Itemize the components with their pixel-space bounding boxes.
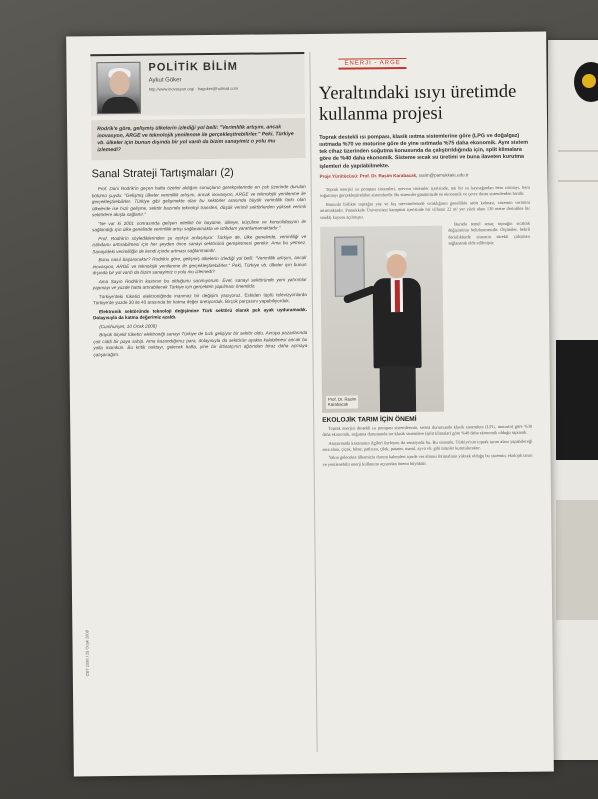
- column-name: POLİTİK BİLİM: [148, 60, 238, 74]
- feature-article: [318, 50, 532, 470]
- control-panel: [334, 236, 365, 296]
- dark-block: [556, 340, 598, 460]
- paragraph: Yakın gelecekte ülkemizin durum kalemleri içinde ver alması ihtimalinin yüksek olduğu bu sistemin, ekolojik tarım ve yenilenebilir enerji kullanımı açısından önemi büyüktür.: [322, 453, 533, 467]
- column-header: [90, 52, 305, 116]
- article-body-continued: [322, 424, 532, 468]
- newspaper-page: [66, 32, 554, 777]
- article-title: Sanal Strateji Tartışmaları (2): [91, 166, 234, 181]
- paragraph: Burada temel amaç toprağın sıcaklık değişiminin belirlenmesidir. Ölçümler, belirli derinliklerde sistemin sürekli çalışması sağlanarak elde edilmiştir.: [448, 220, 531, 246]
- quote-paragraph: Elektronik sektöründe teknoloji değişimine Türk sektörü olarak pek ayak uyduramadık. Dolayısıyla da katma değerimiz azaldı.: [93, 306, 308, 321]
- citation: (Cumhuriyet, 10 Ocak 2008): [99, 323, 157, 330]
- paragraph: Bununla birlikte toprağın yaz ve kış mevsimlerinde sıcaklığının genellikle sabit kalması, sistemin verimini artırmaktadır. Pamukkale Üniversitesi kampüsü içerisinde bir villanın 22 m² yer yüzü alanı 130 metre derinlikte bir sondaj kuyusu açılmıştır.: [319, 199, 530, 220]
- opinion-column: [90, 52, 307, 361]
- paragraph: "Ne var ki 2001 sonrasında gelişen nitelikli bir büyüme, ülkeye, küçülme ve konsolidasyon ile sağlandığı için ülke genelinde verimlilik artışı sağlanamakta ve istihdam yaratılamamaktadır.": [92, 218, 307, 233]
- photo-caption: [326, 395, 359, 408]
- author-photo: [96, 62, 141, 114]
- byline-role: Proje Yürütücüsü: Prof. Dr. Rasim Karabacak,: [319, 172, 418, 179]
- divider: [558, 150, 598, 152]
- article-body: [319, 184, 531, 408]
- paragraph: Bunu nasıl başaracaktır? Rodrik'e göre, gelişmiş ülkelerin izlediği yol belli: "Verimlilik artışını, ancak inovasyon, ARGE ve teknolojik yenilenme ile gerçekleştirebilirler." Peki, Türkiye vb. ülkeler için bunun dışında bir yol vardı da bizim sanayimiz o yolu mu izlemedi?: [92, 255, 307, 276]
- adjacent-page: [548, 40, 598, 760]
- article-body: [92, 184, 308, 359]
- logo-icon: [574, 62, 598, 102]
- caption-line: Karabacak: [327, 402, 349, 408]
- paragraph: Ama Sayın Rodrik'in kastının bu olduğunu sanmıyorum. Evet, sanayi sektöründe yeni yatırımlar yapmayı ve yüzde hatta artırabilecek Türkiye için gerçekten yapılması önemlidir.: [92, 276, 307, 291]
- column-summary: Rodrik'e göre, gelişmiş ülkelerin izlediği yol belli: "Verimlilik artışını, ancak inovasyon, ARGE ve teknolojik yenilenme ile gerçekleştirebilirler." Peki, Türkiye vb. ülkeler için bunun dışında bir yol vardı da bizim sanayimiz o yolu mu izlemedi?: [91, 118, 305, 160]
- paragraph: Prof. Dani Rodrik'in geçen hafta özetini aldığım sonuçların gerekçelerinde en çok üzerinde durulan bölümü şuydu: "Gelişmiş ülkeler verimlilik artışını, ancak inovasyon, ARGE ve teknolojik yenilenme ile gerçekleştirebilirler. Türkiye gibi gelişmekte olan bu sektörler arasında büyük verimlilik farkı olan ülkelerde ise hızlı gelişme, sektör bazında teknoloji transferi, düşük verimli sektörlerden yüksek verimli sektörlere akışla sağlanır.": [91, 184, 306, 218]
- paragraph: Türkiye'deki tüketici elektroniğinde inanmaz bir değişim yaşıyoruz. Eskiden tüplü televizyonlarda Türkiye'de yüzde 30 ile 40 arasında bir katma değer üretiyorduk. Birçok parçasını yapabiliyorduk.: [92, 291, 307, 306]
- article-photo: [320, 225, 444, 412]
- author-name: Aykut Göker: [148, 77, 182, 84]
- byline: [320, 172, 530, 179]
- column-divider: [309, 52, 317, 752]
- paragraph: Prof. Rodrik'in söylediklerinden şu açıkça anlaşılıyor: Türkiye de, ülke genelinde, verimliliği ve istihdamı arttırabilmesi için her şeyden önce sanayi sektörünü genişletmesi gerekir. Ama bu yetmez. Sanayideki verimliliğin de kendi içinde artması sağlanmalıdır.: [92, 233, 307, 254]
- headline: Yeraltındaki ısıyı üretimde kullanma projesi: [318, 81, 517, 126]
- issue-meta: CBT 1096 / 25 Ocak 2008: [84, 630, 90, 677]
- paragraph: Toprak enerjisi destekli ısı pompası sistemlerinin, serma durumunda klasik sistemlere (LPG, motorin) göre %30 daha ekonomik, soğutma durumunda ise klasik sistemlere (split klimalar) göre %40 daha ekonomik olduğu saptandı.: [322, 423, 533, 438]
- paragraph: Toprak enerjisi ısı pompası sistemleri, mevcut sistemler içerisinde, tek bir ısı kaynağından hem ısıtmayı, hem soğutmayı gerçekleştirebilen sistemlerdir. Bu sistemler günümüzde en ekonomik ve çevre dostu sistemlerden biridir.: [319, 184, 530, 199]
- subheading: EKOLOJİK TARIM İÇİN ÖNEMİ: [322, 415, 417, 424]
- author-contact: http://www.inovasyon.org/ · hagoker@hotmail.com: [148, 85, 238, 92]
- section-tag: ENERJİ - ARGE: [338, 58, 406, 70]
- lead-paragraph: Toprak destekli ısı pompası, klasik ısıtma sistemlerine göre (LPG ve doğalgaz) ısıtmada %70 ve motorine göre de yine ısıtmada %75 daha ekonomik. Aynı sistem tek cihaz üzerinden soğutma konusunda da çalıştırıldığında için, split klimalara göre de %40 daha ekonomik. Sisteme sıcak su üretimi ve buna ilaveten kurutma işlemleri de yapılabilmekte.: [319, 132, 529, 170]
- divider: [558, 180, 598, 182]
- byline-email: rasim@pamukkale.edu.tr: [418, 172, 469, 178]
- caption-line: Prof. Dr. Rasim: [327, 396, 357, 402]
- paragraph: Büyük ölçekli tüketici elektroniği sanayi Türkiye de hızlı gelişiyor bir sektör oldu. Avrupa pazarlarında çok ciddi bir paya sahip. Ama kazandığımız para, dolayısıyla da sektörün ayakta kalabilmesi ancak bu yolla mümkün. Bu kritik noktayı, gelecek hafta, yine bir iktisatçının ağzından biraz daha açmaya çalışacağım.: [93, 330, 308, 358]
- light-block: [556, 500, 598, 620]
- paragraph: Araştırmada kazanımın ilgileri ilerleyen iki senaryoda bu. Bu sistemle, Türkiye'nin toprak tarım alanı yapabileceği sera alanı, çiçek, biber, patlıcan, çilek, patates, marul, ayva vb. gibi ürünler kurutulacaktır.: [322, 438, 533, 452]
